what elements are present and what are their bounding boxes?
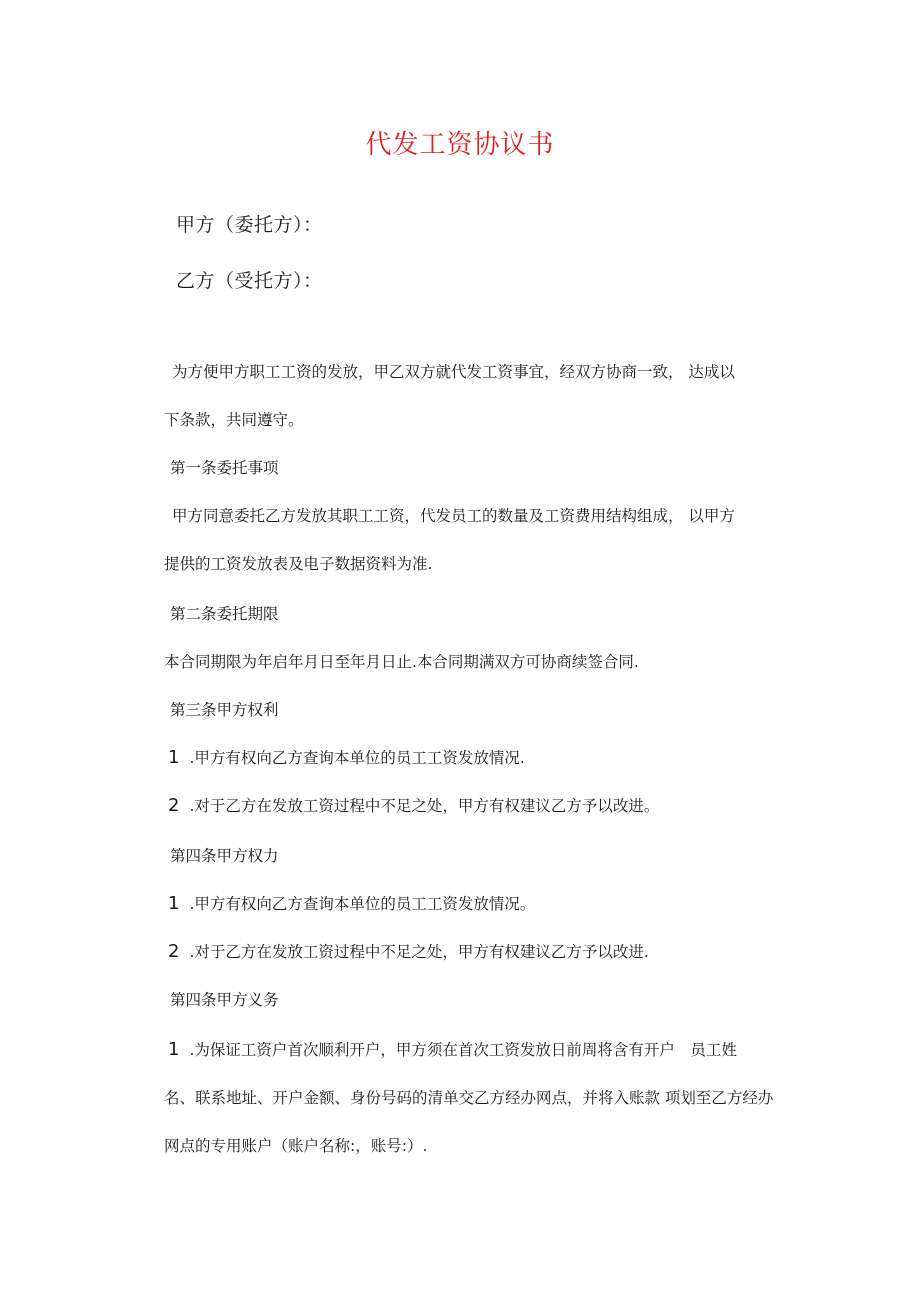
section-2-text: 本合同期限为年启年月日至年月日止.本合同期满双方可协商续签合同. xyxy=(164,653,639,671)
document-title: 代发工资协议书 xyxy=(365,130,555,160)
section-5-item-1-number: 1 xyxy=(168,1039,180,1060)
party-a-label: 甲方（委托方）： xyxy=(176,214,323,236)
section-1-line-2: 提供的工资发放表及电子数据资料为准. xyxy=(164,555,433,573)
section-4-item-2 xyxy=(168,928,808,976)
section-4-item-2-number: 2 xyxy=(168,941,180,962)
section-5-line-2: 名、联系地址、开户金额、身份号码的清单交乙方经办网点，并将入账款 项划至乙方经办 xyxy=(164,1089,774,1107)
section-5-heading: 第四条甲方义务 xyxy=(170,991,279,1009)
section-3-item-1-text: .甲方有权向乙方查询本单位的员工工资发放情况. xyxy=(189,749,525,767)
section-4-item-1 xyxy=(168,880,808,928)
section-4-item-2-text: .对于乙方在发放工资过程中不足之处，甲方有权建议乙方予以改进. xyxy=(189,943,649,961)
section-4-item-1-text: .甲方有权向乙方查询本单位的员工工资发放情况。 xyxy=(189,895,536,913)
section-5-line-3: 网点的专用账户（账户名称:，账号:）. xyxy=(164,1137,428,1155)
section-4-heading: 第四条甲方权力 xyxy=(170,847,279,865)
section-1-paragraph xyxy=(164,492,804,588)
section-2-heading: 第二条委托期限 xyxy=(170,605,279,623)
intro-line-2: 下条款，共同遵守。 xyxy=(164,411,304,429)
section-3-item-1-number: 1 xyxy=(168,747,180,768)
section-3-heading: 第三条甲方权利 xyxy=(170,701,279,719)
section-3-item-2-text: .对于乙方在发放工资过程中不足之处，甲方有权建议乙方予以改进。 xyxy=(189,797,660,815)
section-3-item-1 xyxy=(168,734,808,782)
party-b-label: 乙方（受托方）： xyxy=(176,270,323,292)
section-5-paragraph xyxy=(164,1026,804,1170)
section-1-heading: 第一条委托事项 xyxy=(170,459,279,477)
intro-paragraph xyxy=(164,348,804,444)
section-4-item-1-number: 1 xyxy=(168,893,180,914)
intro-line-1: 为方便甲方职工工资的发放，甲乙双方就代发工资事宜，经双方协商一致， 达成以 xyxy=(172,363,735,381)
section-1-line-1: 甲方同意委托乙方发放其职工工资，代发员工的数量及工资费用结构组成， 以甲方 xyxy=(172,507,735,525)
section-5-line-1 xyxy=(164,1026,804,1074)
section-3-item-2-number: 2 xyxy=(168,795,180,816)
section-3-item-2 xyxy=(168,782,808,830)
section-5-line-1-text: .为保证工资户首次顺利开户，甲方须在首次工资发放日前周将含有开户 员工姓 xyxy=(189,1041,737,1059)
